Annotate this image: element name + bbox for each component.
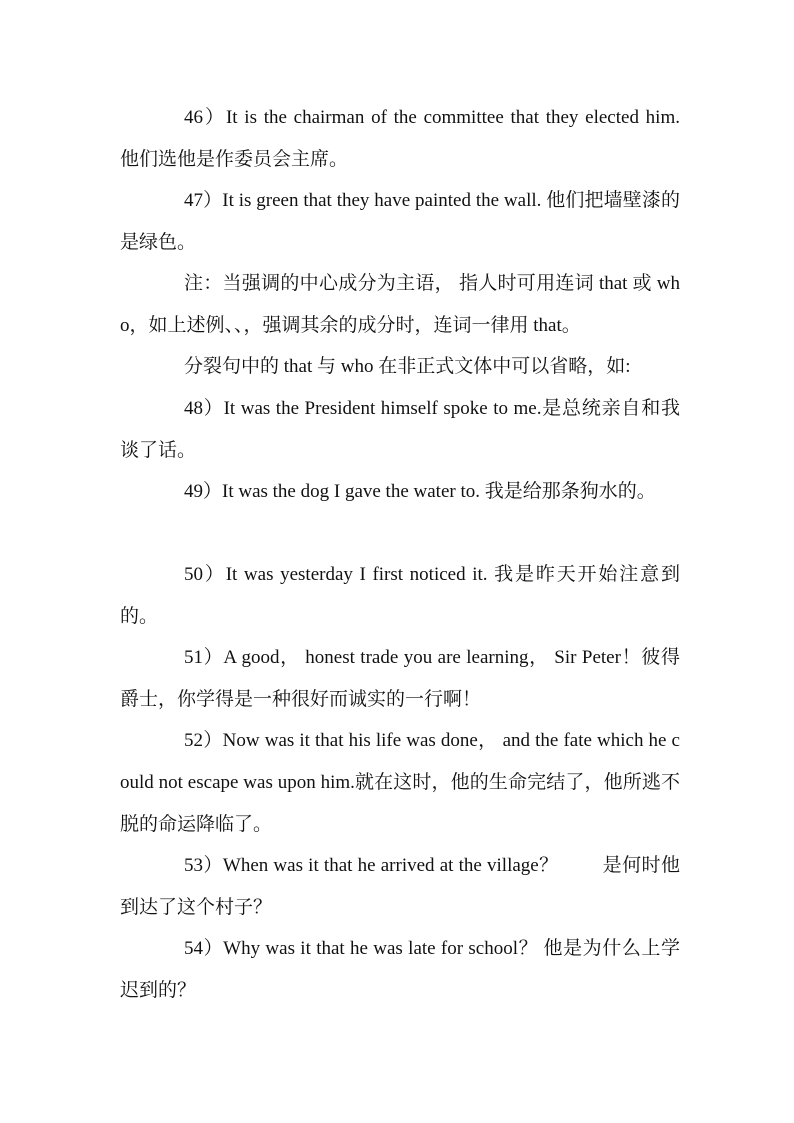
note-paragraph: 注：当强调的中心成分为主语， 指人时可用连词 that 或 who，如上述例、、，强调其余的成分时，连词一律用 that。 [120,273,680,336]
example-49: 49）It was the dog I gave the water to. 我是给那条狗水的。 [184,481,656,502]
example-53: 53）When was it that he arrived at the village？ 是何时他到达了这个村子？ [120,855,680,918]
omission-note: 分裂句中的 that 与 who 在非正式文体中可以省略，如: [184,356,631,377]
example-50: 50）It was yesterday I first noticed it. 我是昨天开始注意到的。 [120,564,680,627]
example-52: 52）Now was it that his life was done， and the fate which he could not escape was upon him.就在这时，他的生命完结了，他所逃不脱的命运降临了。 [120,730,680,835]
example-48: 48）It was the President himself spoke to me.是总统亲自和我谈了话。 [120,398,680,461]
example-46: 46）It is the chairman of the committee that they elected him. 他们选他是作委员会主席。 [120,107,723,170]
example-54: 54）Why was it that he was late for school？ 他是为什么上学迟到的？ [120,938,680,1001]
example-51: 51）A good， honest trade you are learning， Sir Peter！彼得爵士，你学得是一种很好而诚实的一行啊！ [120,647,680,710]
example-47: 47）It is green that they have painted the wall. 他们把墙壁漆的是绿色。 [120,190,680,253]
